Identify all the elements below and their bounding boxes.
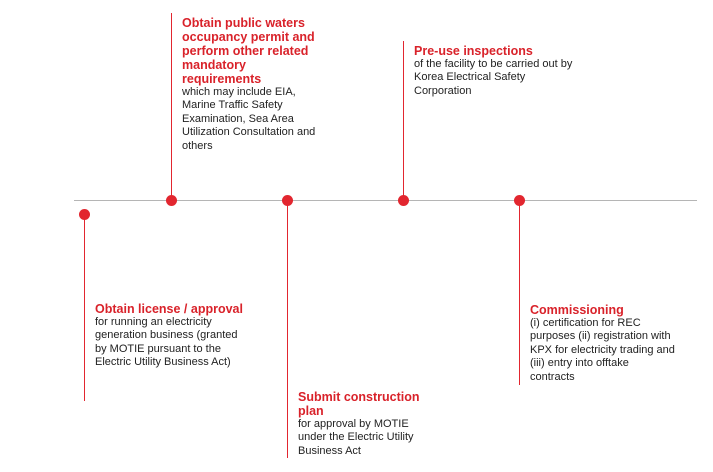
timeline-connector-occupancy-permit bbox=[171, 13, 172, 196]
timeline-connector-commissioning bbox=[519, 205, 520, 385]
step-commissioning bbox=[530, 303, 675, 384]
step-construction-plan-description: for approval by MOTIE under the Electric Utility Business Act bbox=[298, 418, 414, 457]
timeline-marker-occupancy-permit bbox=[166, 195, 177, 206]
step-construction-plan bbox=[298, 390, 438, 458]
step-pre-use-inspections-description: of the facility to be carried out by Korea Electrical Safety Corporation bbox=[414, 58, 573, 97]
step-license bbox=[95, 302, 245, 370]
timeline-connector-construction-plan bbox=[287, 205, 288, 458]
step-occupancy-permit bbox=[182, 16, 322, 153]
step-occupancy-permit-title: Obtain public waters occupancy permit and perform other related mandatory requirements bbox=[182, 16, 315, 86]
step-license-title: Obtain license / approval bbox=[95, 302, 243, 316]
timeline-connector-pre-use-inspections bbox=[403, 41, 404, 196]
step-pre-use-inspections-title: Pre-use inspections bbox=[414, 44, 533, 58]
step-pre-use-inspections bbox=[414, 44, 574, 98]
step-license-description: for running an electricity generation business (granted by MOTIE pursuant to the Electric Utility Business Act) bbox=[95, 316, 238, 369]
step-commissioning-title: Commissioning bbox=[530, 303, 624, 317]
timeline-connector-license bbox=[84, 215, 85, 401]
step-construction-plan-title: Submit construction plan bbox=[298, 390, 420, 418]
timeline-marker-pre-use-inspections bbox=[398, 195, 409, 206]
step-occupancy-permit-description: which may include EIA, Marine Traffic Safety Examination, Sea Area Utilization Consultation and others bbox=[182, 86, 316, 152]
step-commissioning-description: (i) certification for REC purposes (ii) registration with KPX for electricity trading and (iii) entry into offtake contracts bbox=[530, 317, 675, 383]
